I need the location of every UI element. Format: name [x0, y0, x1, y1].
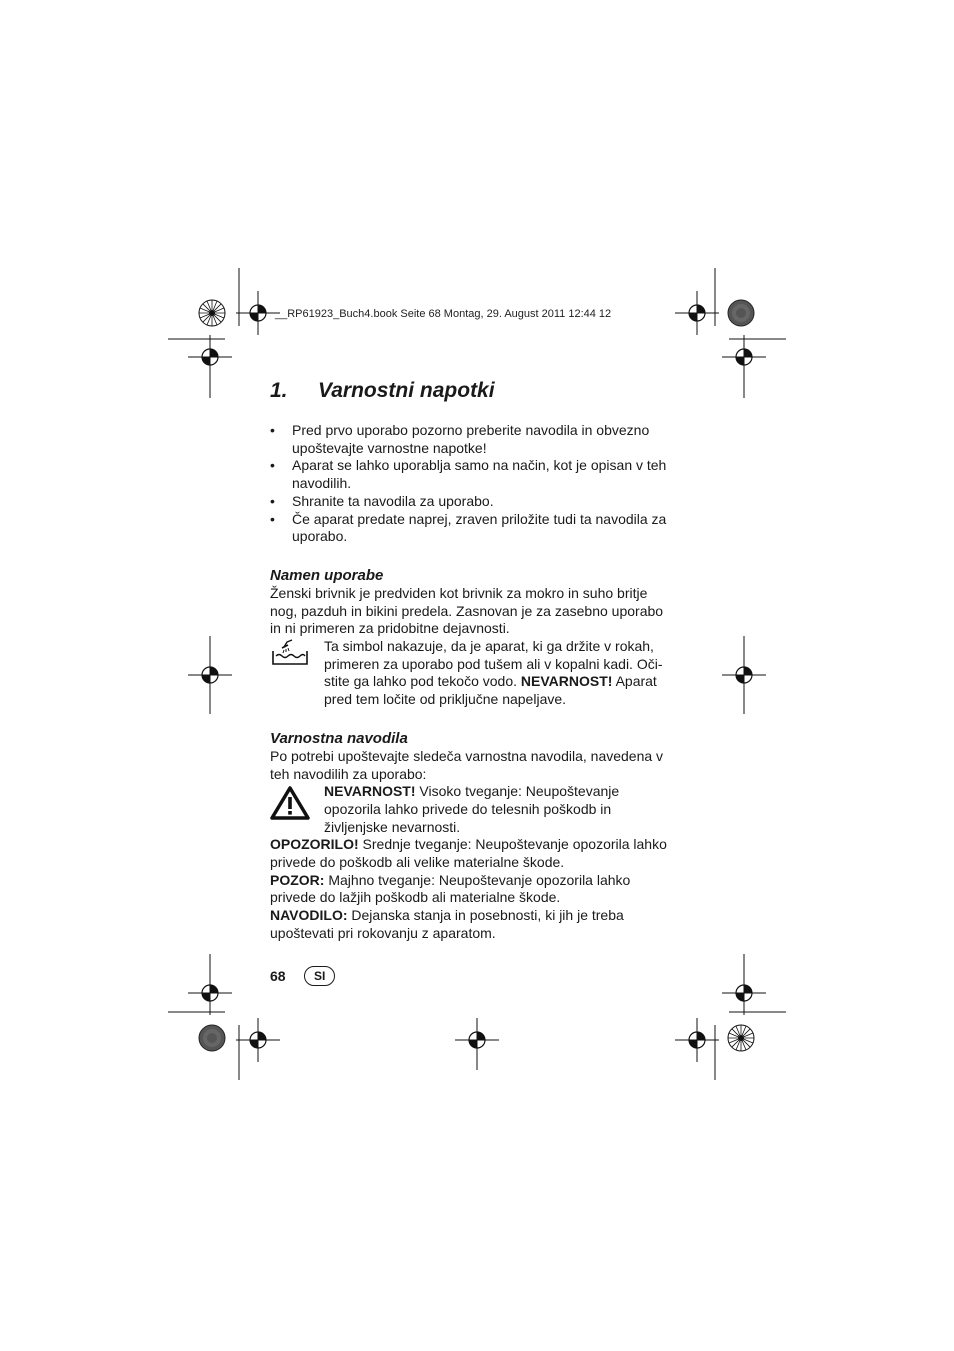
- list-item: • Shranite ta navodila za uporabo.: [270, 492, 494, 509]
- section-number: 1.: [270, 379, 288, 402]
- shower-symbol-note: Ta simbol nakazuje, da je aparat, ki ga držite v rokah, primeren za uporabo pod tušem ali v kopalni kadi. Oči-stite ga lahko pod tekočo vodo. NEVARNOST! Aparat pred tem ločite od priključne napeljave.: [270, 638, 672, 709]
- page-content: [270, 378, 672, 943]
- list-item: • Pred prvo uporabo pozorno preberite navodila in obvezno upoštevajte varnostne napotke!: [270, 422, 650, 456]
- list-item: • Če aparat predate naprej, zraven priložite tudi ta navodila za uporabo.: [270, 510, 667, 545]
- warning-triangle-icon: [270, 785, 310, 821]
- safety-instructions-heading: Varnostna navodila: [270, 729, 408, 747]
- shower-bath-icon: [270, 638, 310, 668]
- safety-intro: Po potrebi upoštevajte sledeča varnostna navodila, navedena v teh navodilih za uporabo:: [270, 747, 664, 782]
- section-heading: [270, 378, 672, 404]
- list-item: • Aparat se lahko uporablja samo na način, kot je opisan v teh navodilih.: [270, 457, 667, 492]
- print-file-header: __RP61923_Buch4.book Seite 68 Montag, 29. August 2011 12:44 12: [275, 308, 612, 320]
- section-title: Varnostni napotki: [318, 379, 495, 402]
- intended-use-paragraph: Ženski brivnik je predviden kot brivnik za mokro in suho britje nog, pazduh in bikini predela. Zasnovan je za zasebno uporabo in ni primeren za pridobitne dejavnosti.: [270, 584, 664, 637]
- language-badge: SI: [304, 966, 335, 986]
- intended-use-heading: Namen uporabe: [270, 566, 384, 584]
- caution-note: POZOR: Majhno tveganje: Neupoštevanje opozorila lahko privede do lažjih poškodb ali materialne škode.: [270, 871, 631, 906]
- page-number: 68: [270, 968, 286, 984]
- warning-note: OPOZORILO! Srednje tveganje: Neupoštevanje opozorila lahko privede do poškodb ali velike materialne škode.: [270, 836, 667, 871]
- safety-bullet-list: [270, 422, 672, 546]
- danger-note: NEVARNOST! Visoko tveganje: Neupoštevanje opozorila lahko privede do telesnih poškodb in življenjske nevarnosti.: [270, 783, 672, 836]
- info-note: NAVODILO: Dejanska stanja in posebnosti, ki jih je treba upoštevati pri rokovanju z aparatom.: [270, 907, 624, 941]
- page-footer: [270, 966, 335, 986]
